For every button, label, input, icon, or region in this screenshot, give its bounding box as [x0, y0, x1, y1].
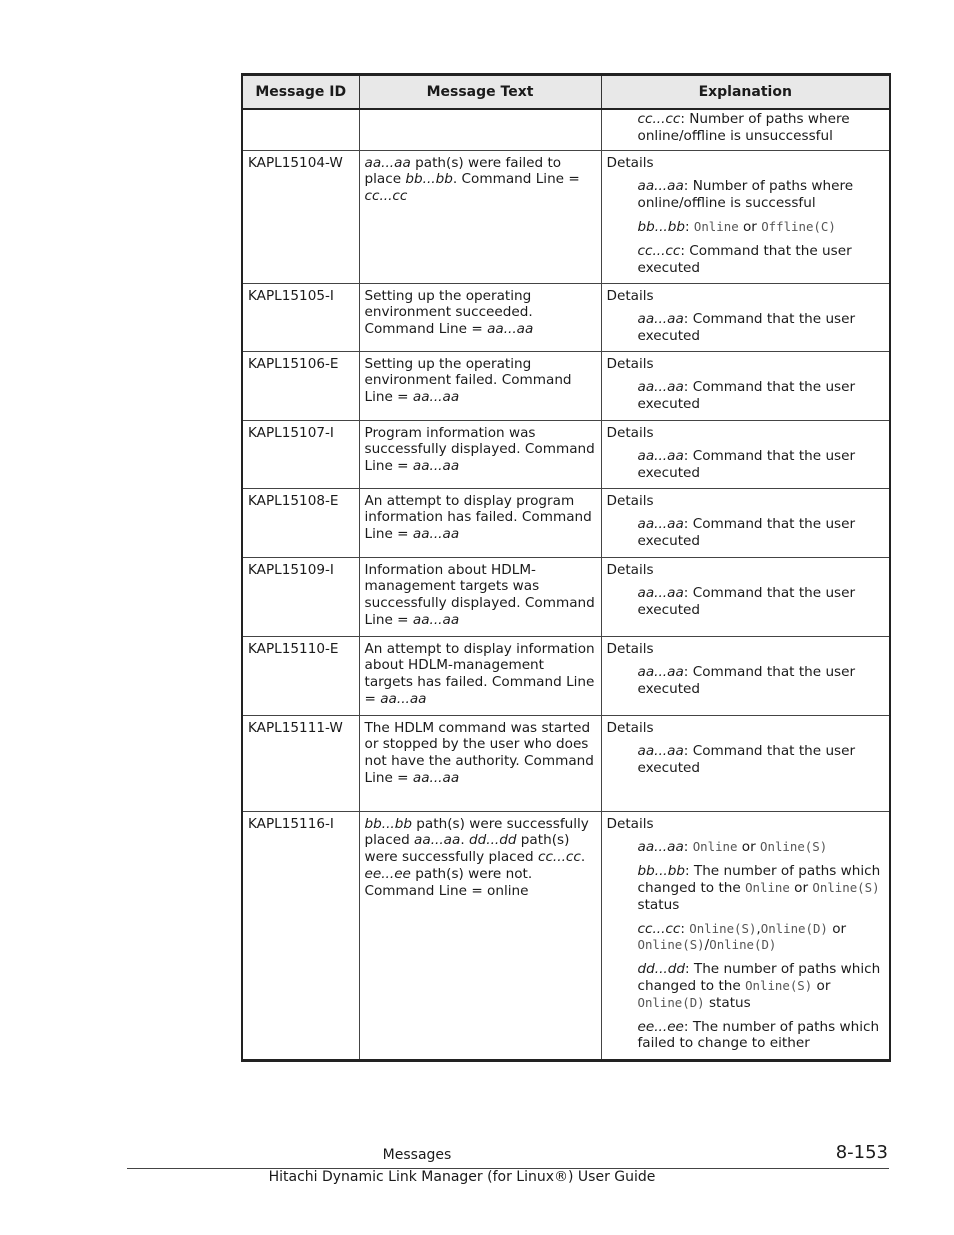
footer-guide-title: Hitachi Dynamic Link Manager (for Linux®) User Guide [268, 1169, 656, 1185]
explanation-cell [601, 109, 890, 150]
explanation-item: cc...cc: Command that the user executed [637, 242, 852, 276]
explanation-item: aa...aa: Command that the user executed [637, 311, 856, 345]
explanation-cell [601, 150, 890, 283]
explanation-item: bb...bb: The number of paths which changed to the Online or Online(S) status [637, 863, 881, 913]
details-label: Details [606, 561, 654, 578]
header-message-id: Message ID [242, 75, 359, 110]
table-row [242, 420, 890, 488]
table-row [242, 557, 890, 636]
message-id: KAPL15109-I [242, 557, 359, 636]
message-text: An attempt to display program information has failed. Command Line = aa...aa [359, 488, 601, 557]
details-label: Details [606, 424, 654, 441]
explanation-cell [601, 351, 890, 420]
explanation-item: aa...aa: Command that the user executed [637, 379, 856, 413]
message-id: KAPL15106-E [242, 351, 359, 420]
message-id: KAPL15105-I [242, 283, 359, 351]
message-id: KAPL15116-I [242, 811, 359, 1060]
message-text: Program information was successfully displayed. Command Line = aa...aa [359, 420, 601, 488]
message-id: KAPL15110-E [242, 636, 359, 715]
messages-table [241, 73, 891, 1062]
message-text: Setting up the operating environment failed. Command Line = aa...aa [359, 351, 601, 420]
explanation-cell [601, 557, 890, 636]
message-id: KAPL15111-W [242, 715, 359, 811]
explanation-item: aa...aa: Command that the user executed [637, 743, 856, 777]
details-label: Details [606, 287, 654, 304]
explanation-item: cc...cc: Number of paths where online/offline is unsuccessful [637, 111, 850, 144]
page-number: 8-153 [835, 1142, 888, 1163]
explanation-cell [601, 636, 890, 715]
message-text: aa...aa path(s) were failed to place bb...bb. Command Line = cc...cc [359, 150, 601, 283]
message-text: The HDLM command was started or stopped by the user who does not have the authority. Command Line = aa...aa [359, 715, 601, 811]
header-explanation: Explanation [601, 75, 890, 110]
table-row [242, 351, 890, 420]
explanation-cell [601, 715, 890, 811]
explanation-item: aa...aa: Command that the user executed [637, 664, 856, 698]
details-label: Details [606, 492, 654, 509]
explanation-item: aa...aa: Command that the user executed [637, 585, 856, 619]
details-label: Details [606, 355, 654, 372]
message-text: Setting up the operating environment succeeded. Command Line = aa...aa [359, 283, 601, 351]
message-id: KAPL15108-E [242, 488, 359, 557]
explanation-item: aa...aa: Number of paths where online/offline is successful [637, 178, 854, 212]
table-row [242, 636, 890, 715]
details-label: Details [606, 815, 654, 832]
explanation-item: ee...ee: The number of paths which failed to change to either [637, 1018, 880, 1052]
table-header-row [242, 75, 890, 110]
explanation-item: aa...aa: Command that the user executed [637, 516, 856, 550]
message-text: Information about HDLM-management targets was successfully displayed. Command Line = aa...aa [359, 557, 601, 636]
message-id: KAPL15107-I [242, 420, 359, 488]
table-row [242, 488, 890, 557]
header-message-text: Message Text [359, 75, 601, 110]
details-label: Details [606, 640, 654, 657]
details-label: Details [606, 719, 654, 736]
message-text: bb...bb path(s) were successfully placed aa...aa. dd...dd path(s) were successfully placed cc...cc. ee...ee path(s) were not. Command Line = online [359, 811, 601, 1060]
explanation-item: aa...aa: Command that the user executed [637, 448, 856, 482]
table-row [242, 109, 890, 150]
message-text: An attempt to display information about HDLM-management targets has failed. Command Line = aa...aa [359, 636, 601, 715]
explanation-item: cc...cc: Online(S),Online(D) or Online(S)/Online(D) [637, 920, 847, 954]
footer-section-title: Messages [382, 1147, 452, 1163]
explanation-cell [601, 283, 890, 351]
explanation-cell [601, 488, 890, 557]
explanation-item: aa...aa: Online or Online(S) [637, 839, 828, 856]
explanation-cell [601, 420, 890, 488]
explanation-cell [601, 811, 890, 1060]
table-row [242, 283, 890, 351]
explanation-item: bb...bb: Online or Offline(C) [637, 218, 836, 235]
message-id: KAPL15104-W [242, 150, 359, 283]
details-label: Details [606, 154, 654, 171]
table-row [242, 811, 890, 1060]
table-row [242, 715, 890, 811]
table-row [242, 150, 890, 283]
explanation-item: dd...dd: The number of paths which changed to the Online(S) or Online(D) status [637, 961, 881, 1011]
